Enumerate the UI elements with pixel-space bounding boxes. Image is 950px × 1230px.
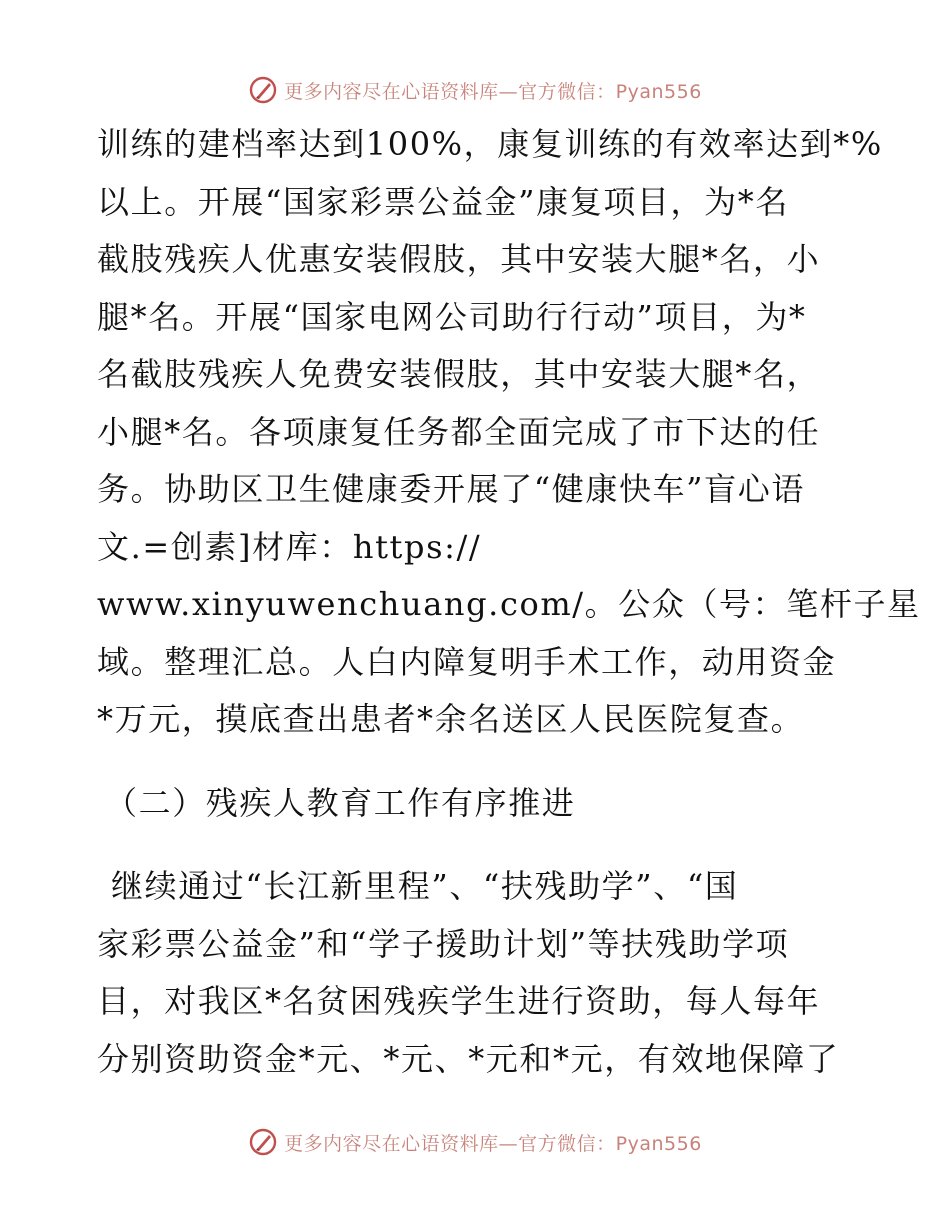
- document-body: [97, 116, 921, 1088]
- text-line: 务。协助区卫生健康委开展了“健康快车”盲心语: [97, 470, 805, 508]
- watermark-text: 更多内容尽在心语资料库—官方微信：Pyan556: [284, 1132, 702, 1155]
- quill-logo-icon: [248, 75, 278, 105]
- text-line: 以上。开展“国家彩票公益金”康复项目，为*名: [97, 182, 789, 221]
- text-line: 训练的建档率达到100%，康复训练的有效率达到*%: [97, 125, 883, 163]
- text-line: www.xinyuwenchuang.com/。公众（号：笔杆子星: [97, 585, 921, 623]
- text-line: 继续通过“长江新里程”、“扶残助学”、“国: [111, 867, 739, 905]
- watermark-header: [0, 70, 950, 110]
- section-heading: （二）残疾人教育工作有序推进: [105, 783, 576, 822]
- text-line: 文.=创素]材库：https://: [97, 527, 482, 566]
- text-line: 分别资助资金*元、*元、*元和*元，有效地保障了: [97, 1039, 840, 1078]
- watermark-footer: [0, 1122, 950, 1162]
- text-line: 名截肢残疾人免费安装假肢，其中安装大腿*名，: [97, 355, 821, 393]
- text-line: *万元，摸底查出患者*余名送区人民医院复查。: [97, 700, 805, 738]
- text-line: 腿*名。开展“国家电网公司助行行动”项目，为*: [97, 297, 807, 336]
- paragraph-gap: [97, 749, 877, 775]
- text-line: 目，对我区*名贫困残疾学生进行资助，每人每年: [97, 982, 821, 1020]
- quill-logo-icon: [248, 1127, 278, 1157]
- watermark-text: 更多内容尽在心语资料库—官方微信：Pyan556: [284, 80, 702, 103]
- text-line: 截肢残疾人优惠安装假肢，其中安装大腿*名，小: [97, 240, 821, 278]
- paragraph-gap: [97, 832, 877, 858]
- text-line: 小腿*名。各项康复任务都全面完成了市下达的任: [97, 412, 821, 451]
- text-line: 家彩票公益金”和“学子援助计划”等扶残助学项: [97, 924, 790, 963]
- text-line: 域。整理汇总。人白内障复明手术工作，动用资金: [97, 642, 837, 681]
